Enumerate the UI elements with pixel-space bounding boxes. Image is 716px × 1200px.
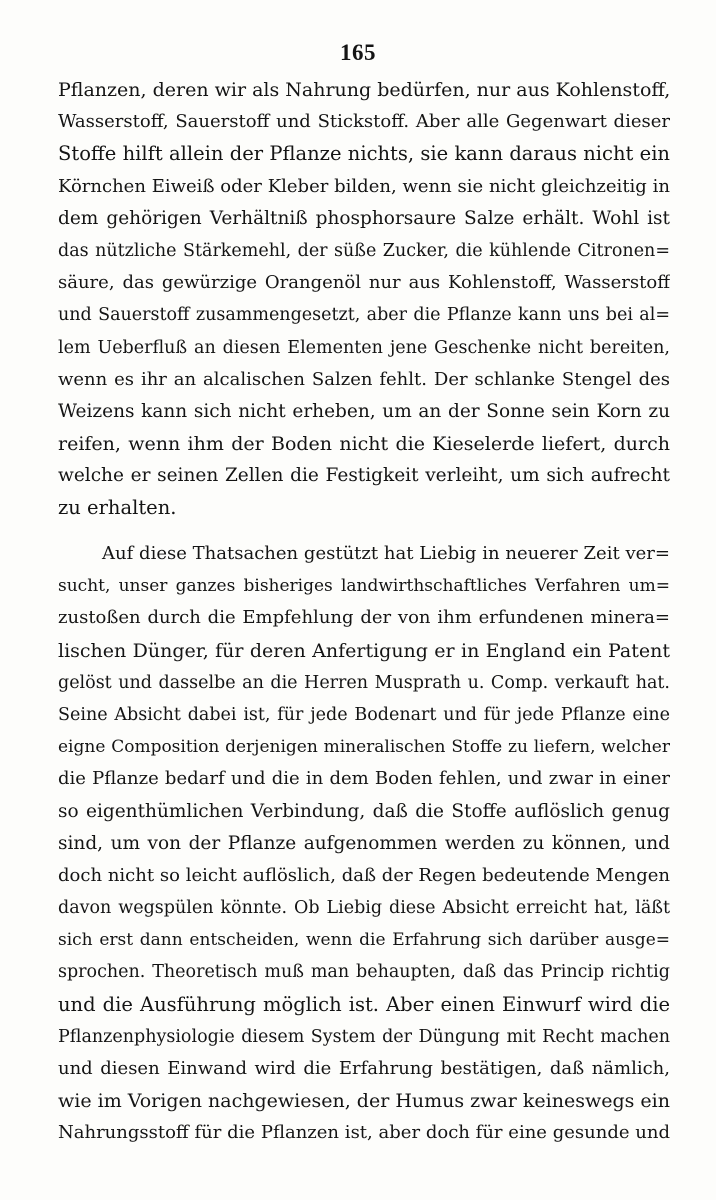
text-line: und Sauerstoff zusammengesetzt, aber die Pflanze kann uns bei al=: [58, 305, 670, 326]
text-line: lischen Dünger, für deren Anfertigung er in England ein Patent: [58, 639, 670, 662]
text-line: sich erst dann entscheiden, wenn die Erfahrung sich darüber ausge=: [58, 930, 670, 951]
text-line: Wasserstoff, Sauerstoff und Stickstoff. Aber alle Gegenwart dieser: [58, 111, 670, 133]
text-line: zu erhalten.: [58, 496, 177, 520]
text-line: so eigenthümlichen Verbindung, daß die Stoffe auflöslich genug: [58, 800, 670, 822]
text-line: lem Ueberfluß an diesen Elementen jene Geschenke nicht bereiten,: [58, 337, 670, 358]
text-line: gelöst und dasselbe an die Herren Musprath u. Comp. verkauft hat.: [58, 672, 670, 693]
text-line: welche er seinen Zellen die Festigkeit verleiht, um sich aufrecht: [58, 465, 670, 487]
text-line: doch nicht so leicht auflöslich, daß der Regen bedeutende Mengen: [58, 864, 670, 886]
page-number: 165: [340, 40, 376, 65]
text-line: Weizens kann sich nicht erheben, um an der Sonne sein Korn zu: [58, 400, 670, 422]
text-line: und die Ausführung möglich ist. Aber einen Einwurf wird die: [58, 992, 670, 1016]
text-line: Pflanzen, deren wir als Nahrung bedürfen, nur aus Kohlenstoff,: [58, 79, 670, 101]
text-line: sprochen. Theoretisch muß man behaupten, daß das Princip richtig: [58, 962, 670, 983]
text-line: reifen, wenn ihm der Boden nicht die Kieselerde liefert, durch: [58, 433, 670, 456]
text-line: Pflanzenphysiologie diesem System der Düngung mit Recht machen: [58, 1026, 670, 1047]
text-line: zustoßen durch die Empfehlung der von ihm erfundenen minera=: [58, 607, 670, 629]
text-line: wie im Vorigen nachgewiesen, der Humus zwar keineswegs ein: [58, 1090, 670, 1113]
text-line: säure, das gewürzige Orangenöl nur aus Kohlenstoff, Wasserstoff: [58, 272, 670, 294]
paragraph-2: [58, 538, 670, 1150]
text-line: Auf diese Thatsachen gestützt hat Liebig in neuerer Zeit ver=: [102, 543, 670, 564]
text-line: eigne Composition derjenigen mineralischen Stoffe zu liefern, welcher: [58, 737, 670, 758]
paragraph-1: [58, 74, 670, 525]
text-line: und diesen Einwand wird die Erfahrung bestätigen, daß nämlich,: [58, 1058, 670, 1079]
text-line: davon wegspülen könnte. Ob Liebig diese Absicht erreicht hat, läßt: [58, 898, 670, 919]
text-line: Seine Absicht dabei ist, für jede Bodenart und für jede Pflanze eine: [58, 704, 670, 725]
text-line: die Pflanze bedarf und die in dem Boden fehlen, und zwar in einer: [58, 768, 670, 790]
text-line: sucht, unser ganzes bisheriges landwirthschaftliches Verfahren um=: [58, 576, 670, 597]
text-line: Nahrungsstoff für die Pflanzen ist, aber doch für eine gesunde und: [58, 1122, 670, 1144]
text-line: dem gehörigen Verhältniß phosphorsaure Salze erhält. Wohl ist: [58, 207, 670, 229]
text-line: wenn es ihr an alcalischen Salzen fehlt. Der schlanke Stengel des: [58, 368, 670, 390]
text-line: das nützliche Stärkemehl, der süße Zucker, die kühlende Citronen=: [58, 240, 670, 261]
text-line: Stoffe hilft allein der Pflanze nichts, sie kann daraus nicht ein: [58, 142, 670, 166]
text-line: sind, um von der Pflanze aufgenommen werden zu können, und: [58, 832, 670, 854]
text-line: Körnchen Eiweiß oder Kleber bilden, wenn sie nicht gleichzeitig in: [58, 175, 670, 197]
